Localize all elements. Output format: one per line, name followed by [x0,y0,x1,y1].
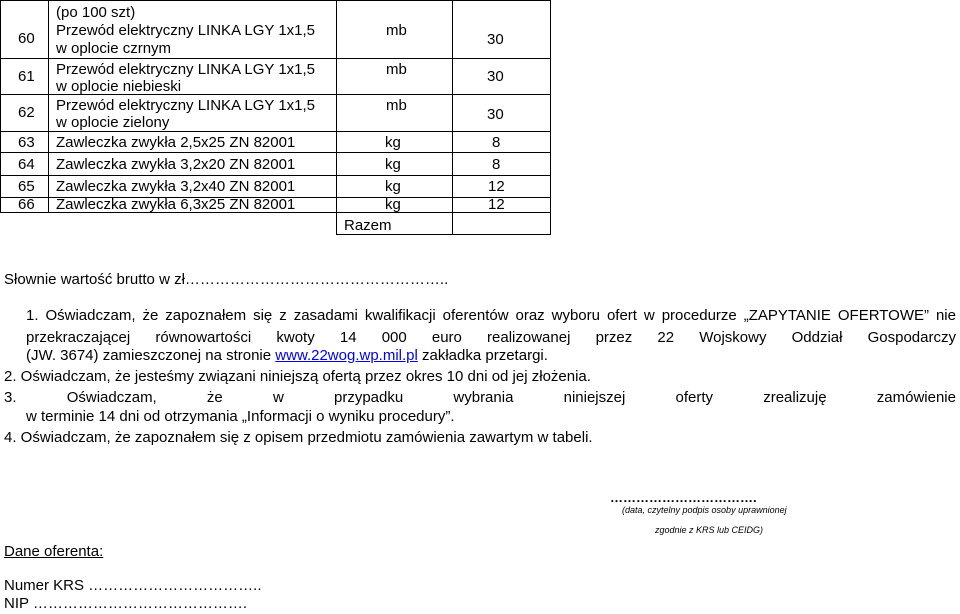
word: oraz [515,307,545,324]
word: oferentów [442,307,509,324]
word: równowartości [155,329,252,346]
word: 14 [339,329,357,346]
row-name: Zawleczka zwykła 6,3x25 ZN 82001 [56,196,296,213]
row-unit: mb [386,61,407,78]
word: w [643,307,655,324]
row-qty: 8 [492,134,501,151]
word: 22 [657,329,675,346]
word: 1. [26,307,39,324]
website-link[interactable]: www.22wog.wp.mil.pl [275,347,418,364]
row-unit: mb [386,97,407,114]
row-name: Zawleczka zwykła 2,5x25 ZN 82001 [56,134,296,151]
nip-line: NIP ……………………………………. [4,595,248,612]
signature-dots: ……………………………. [610,490,757,505]
row-qty: 8 [492,156,501,173]
word: zamówienie [876,389,956,406]
row-name: Zawleczka zwykła 3,2x40 ZN 82001 [56,178,296,195]
signature-caption-1: (data, czytelny podpis osoby uprawnionej [622,505,787,515]
row-name: w oplocie zielony [56,114,170,131]
statement-1-line-3 [26,346,548,366]
statement-3-line-1 [4,388,956,408]
row-name: Przewód elektryczny LINKA LGY 1x1,5 [56,97,316,114]
word: z [279,307,287,324]
row-lp: 60 [18,30,35,47]
word: Gospodarczy [867,329,956,346]
row-name: Zawleczka zwykła 3,2x20 ZN 82001 [56,156,296,173]
word: oferty [675,389,714,406]
numer-krs-line: Numer KRS …………………………….. [4,577,262,594]
word: wybrania [453,389,514,406]
row-unit: kg [385,134,401,151]
word: procedurze [661,307,737,324]
word: OFERTOWE” [837,307,930,324]
statement-4: 4. Oświadczam, że zapoznałem się z opisem przedmiotu zamówienia zawartym w tabeli. [4,429,593,446]
dane-oferenta-label: Dane oferenta: [4,543,104,560]
word: 000 [381,329,407,346]
word: Wojskowy [699,329,767,346]
word: przekraczającej [26,329,131,346]
signature-caption-2: zgodnie z KRS lub CEIDG) [655,525,764,535]
razem-label: Razem [344,217,392,234]
row-lp: 63 [18,134,35,151]
row-qty: 12 [488,196,505,213]
row-name: w oplocie czrnym [56,40,172,57]
row-name: Przewód elektryczny LINKA LGY 1x1,5 [56,61,316,78]
statement-1-line-2 [26,328,956,348]
word: niniejszej [563,389,626,406]
items-table [0,0,960,235]
row-lp: 61 [18,68,35,85]
row-lp: 66 [18,196,35,213]
slownie-line: Słownie wartość brutto w zł…………………………………………….. [4,271,449,288]
statement-1-text: (JW. 3674) zamieszczonej na stronie [26,347,276,364]
word: w [272,389,284,406]
row-unit: kg [385,156,401,173]
word: „ZAPYTANIE [743,307,831,324]
word: kwalifikacji [364,307,436,324]
word: euro [431,329,462,346]
word: że [142,307,159,324]
row-name: w oplocie niebieski [56,78,182,95]
word: zasadami [293,307,358,324]
word: Oświadczam, [45,307,136,324]
word: zrealizuję [763,389,827,406]
word: przez [595,329,633,346]
row-lp: 62 [18,104,35,121]
row-qty: 30 [487,31,504,48]
row-unit: kg [385,196,401,213]
word: wyboru [551,307,600,324]
statement-3-line-2: w terminie 14 dni od otrzymania „Informacji o wyniku procedury”. [26,408,455,425]
word: realizowanej [487,329,571,346]
row-qty: 30 [487,106,504,123]
row-lp: 64 [18,156,35,173]
word: że [206,389,223,406]
word: się [253,307,273,324]
word: Oddział [791,329,843,346]
word: ofert [606,307,637,324]
row-name: Przewód elektryczny LINKA LGY 1x1,5 [56,22,316,39]
statement-1-line-1 [26,306,956,326]
row-qty: 30 [487,68,504,85]
row-unit: kg [385,178,401,195]
row-qty: 12 [488,178,505,195]
word: nie [935,307,956,324]
row-unit: mb [386,22,407,39]
statement-1-text-end: zakładka przetargi. [417,347,548,364]
row-name: (po 100 szt) [56,4,136,21]
word: zapoznałem [165,307,247,324]
row-lp: 65 [18,178,35,195]
statement-2: 2. Oświadczam, że jesteśmy związani niniejszą ofertą przez okres 10 dni od jej złożenia. [4,368,591,385]
word: 3. [4,389,17,406]
word: Oświadczam, [66,389,157,406]
word: kwoty [276,329,315,346]
word: przypadku [333,389,404,406]
